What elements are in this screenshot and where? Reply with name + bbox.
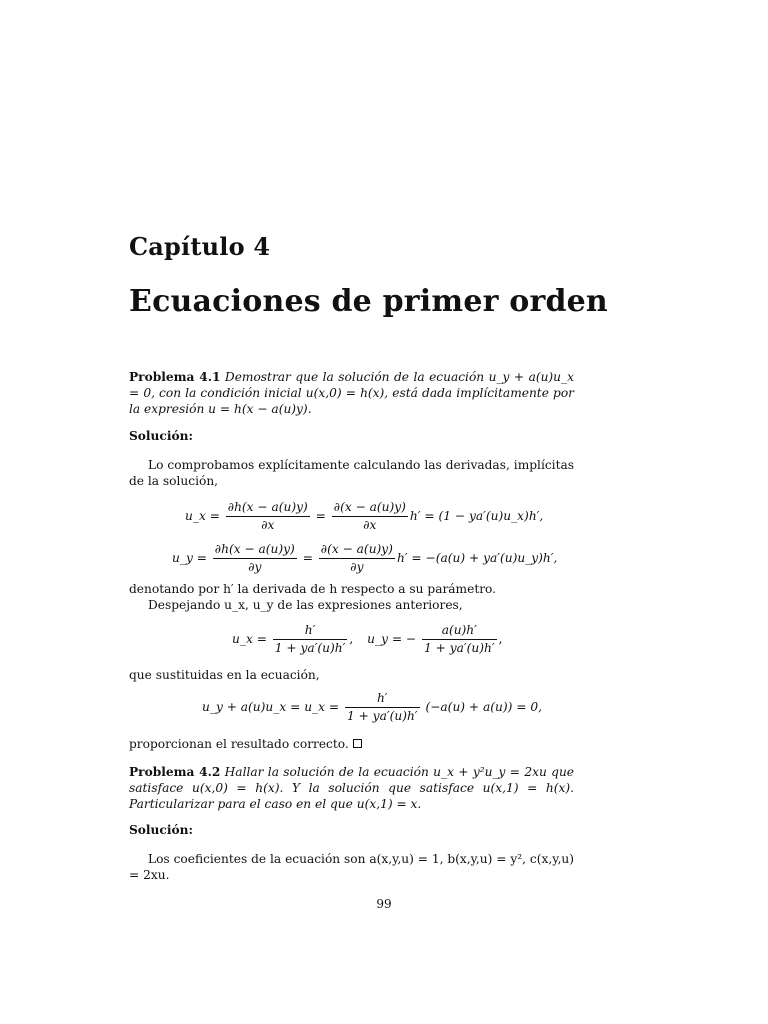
conclusion-line <box>129 736 574 752</box>
problem-label: Problema 4.1 <box>129 370 221 384</box>
fraction <box>332 500 408 533</box>
equation-uy <box>172 542 557 575</box>
sustituidas-line: que sustituidas en la ecuación, <box>129 668 320 682</box>
eq-rhs: h′ = (1 − ya′(u)u_x)h′, <box>409 509 544 523</box>
page-number: 99 <box>376 897 392 911</box>
fraction <box>319 542 395 575</box>
denominator: 1 + ya′(u)h′ <box>274 641 346 655</box>
denominator: ∂x <box>363 518 377 532</box>
equals-sign: = <box>315 509 326 523</box>
qed-square-icon <box>353 739 362 748</box>
numerator: a(u)h′ <box>422 623 497 640</box>
equation-substituted <box>202 691 542 724</box>
denominator: 1 + ya′(u)h′ <box>346 709 418 723</box>
numerator: h′ <box>345 691 420 708</box>
conclusion-text: proporcionan el resultado correcto. <box>129 737 349 751</box>
problem-statement: Demostrar que la solución de la ecuación u_y + a(u)u_x = 0, con la condición inicial u(x,0) = h(x), está dada implícitamente por la expresión u = h(x − a(u)y). <box>129 370 575 416</box>
problem-4-2 <box>129 764 574 812</box>
eq-lhs: u_y = − <box>367 632 417 646</box>
denominator: ∂x <box>261 518 275 532</box>
denominator: 1 + ya′(u)h′ <box>424 641 495 655</box>
eq-lhs: u_x = <box>232 632 267 646</box>
numerator: ∂h(x − a(u)y) <box>226 500 310 517</box>
eq-lhs: u_y = <box>172 551 207 565</box>
fraction <box>345 691 420 724</box>
eq-rhs: (−a(u) + a(u)) = 0, <box>425 700 542 714</box>
equation-ux-uy <box>232 623 503 656</box>
solution-heading: Solución: <box>129 429 193 443</box>
despejando-line: Despejando u_x, u_y de las expresiones anteriores, <box>148 598 463 612</box>
fraction <box>273 623 348 656</box>
fraction <box>213 542 297 575</box>
chapter-label: Capítulo 4 <box>129 232 271 261</box>
separator: , <box>349 632 354 646</box>
solution-intro: Lo comprobamos explícitamente calculando las derivadas, implícitas de la solución, <box>129 458 574 488</box>
chapter-title: Ecuaciones de primer orden <box>129 284 608 319</box>
numerator: ∂(x − a(u)y) <box>332 500 408 517</box>
equals-sign: = <box>302 551 313 565</box>
equation-ux <box>185 500 543 533</box>
eq-rhs: h′ = −(a(u) + ya′(u)u_y)h′, <box>396 551 558 565</box>
problem-label: Problema 4.2 <box>129 765 221 779</box>
fraction <box>226 500 310 533</box>
problem-statement: Hallar la solución de la ecuación u_x + y²u_y = 2xu que satisface u(x,0) = h(x). Y la solución que satisface u(x,1) = h(x). Particularizar para el caso en el que u(x,1) = x. <box>129 765 575 811</box>
eq-lhs: u_y + a(u)u_x = u_x = <box>202 700 340 714</box>
denominator: ∂y <box>248 560 262 574</box>
numerator: ∂h(x − a(u)y) <box>213 542 297 559</box>
numerator: ∂(x − a(u)y) <box>319 542 395 559</box>
separator: , <box>498 632 503 646</box>
solution-heading: Solución: <box>129 823 193 837</box>
denominator: ∂y <box>350 560 364 574</box>
after-equations: denotando por h′ la derivada de h respecto a su parámetro. <box>129 582 497 596</box>
numerator: h′ <box>273 623 348 640</box>
solution-2-text: Los coeficientes de la ecuación son a(x,y,u) = 1, b(x,y,u) = y², c(x,y,u) = 2xu. <box>129 852 574 882</box>
fraction <box>422 623 497 656</box>
eq-lhs: u_x = <box>185 509 220 523</box>
problem-4-1 <box>129 369 574 417</box>
